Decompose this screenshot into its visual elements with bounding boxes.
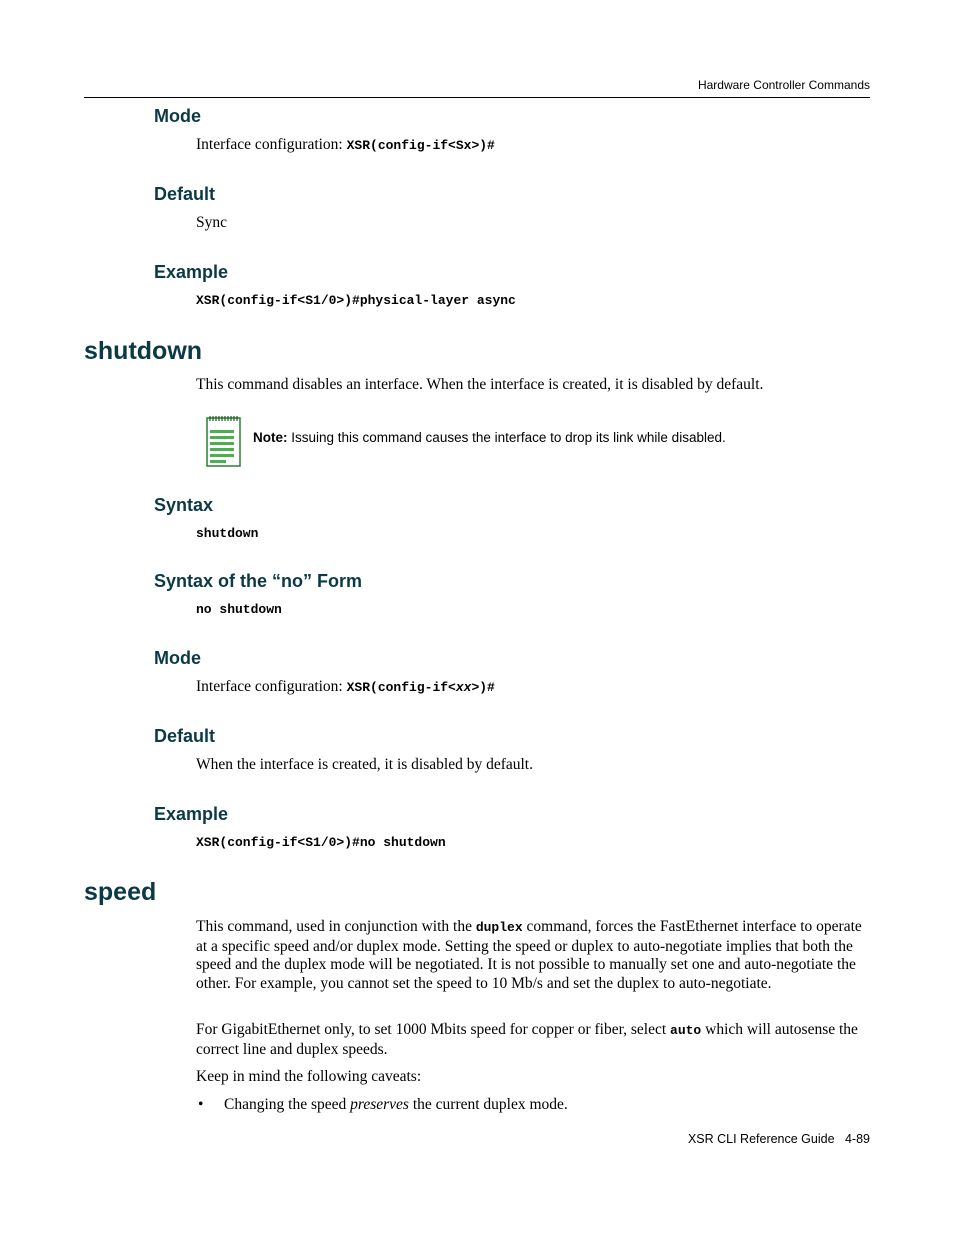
bullet-item [224,1096,568,1114]
mode-prompt-variable: xx [455,680,472,695]
shutdown-mode-label: Interface configuration: [196,678,347,695]
speed-paragraph-3: Keep in mind the following caveats: [196,1068,422,1085]
mode-heading: Mode [154,106,201,126]
header-rule [84,97,870,98]
no-form-code: no shutdown [196,602,282,617]
shutdown-default-heading: Default [154,726,216,746]
default-heading: Default [154,184,216,204]
mode-text [196,136,870,156]
shutdown-example-heading: Example [154,804,229,824]
auto-keyword: auto [670,1023,702,1038]
mode-prompt: XSR(config-if<Sx>)# [346,138,495,153]
speed-p2-end: which will autosense the correct line and duplex speeds. [196,1021,858,1058]
running-header: Hardware Controller Commands [697,78,870,92]
bullet-start: Changing the speed [224,1096,351,1113]
duplex-command: duplex [475,920,523,935]
bullet-emphasis: preserves [350,1096,409,1113]
note [253,430,726,445]
no-form-heading: Syntax of the “no” Form [154,571,363,591]
speed-p2-start: For GigabitEthernet only, to set 1000 Mbits speed for copper or fiber, select [196,1021,671,1038]
shutdown-description: This command disables an interface. When the interface is created, it is disabled by default. [196,376,764,393]
speed-p1-end: command, forces the FastEthernet interface to operate at a specific speed and/or duplex mode. Setting the speed or duplex to auto-negotiate implies that both the speed and the duplex mode will be negotiated. It is not possible to manually set one and auto-negotiate the other. For example, you cannot set the speed to 10 Mb/s and set the duplex to auto-negotiate. [196,918,862,993]
syntax-code: shutdown [196,526,259,541]
speed-paragraph-2 [196,1021,870,1059]
note-label: Note: [253,430,288,445]
shutdown-title: shutdown [84,337,203,365]
shutdown-default-text: When the interface is created, it is disabled by default. [196,756,533,773]
mode-prompt-suffix: >)# [471,680,495,695]
bullet-end: the current duplex mode. [408,1096,568,1113]
mode-label: Interface configuration: [196,136,347,153]
bullet-symbol: • [198,1096,204,1113]
shutdown-mode-prompt [347,680,495,695]
default-text: Sync [196,214,227,231]
speed-title: speed [84,878,157,906]
speed-p1-start: This command, used in conjunction with the [196,918,476,935]
shutdown-example-code: XSR(config-if<S1/0>)#no shutdown [196,835,446,850]
page-footer [0,1132,870,1146]
example-heading: Example [154,262,229,282]
footer-guide-title: XSR CLI Reference Guide [687,1132,835,1146]
shutdown-mode-heading: Mode [154,648,201,668]
notepad-icon [205,415,243,474]
note-body: Issuing this command causes the interface to drop its link while disabled. [287,430,726,445]
page-number: 4-89 [844,1132,870,1146]
shutdown-mode-text [196,678,870,698]
mode-prompt-prefix: XSR(config-if< [346,680,456,695]
speed-paragraph-1 [196,918,870,994]
syntax-heading: Syntax [154,495,214,515]
example-code: XSR(config-if<S1/0>)#physical-layer async [196,293,516,308]
